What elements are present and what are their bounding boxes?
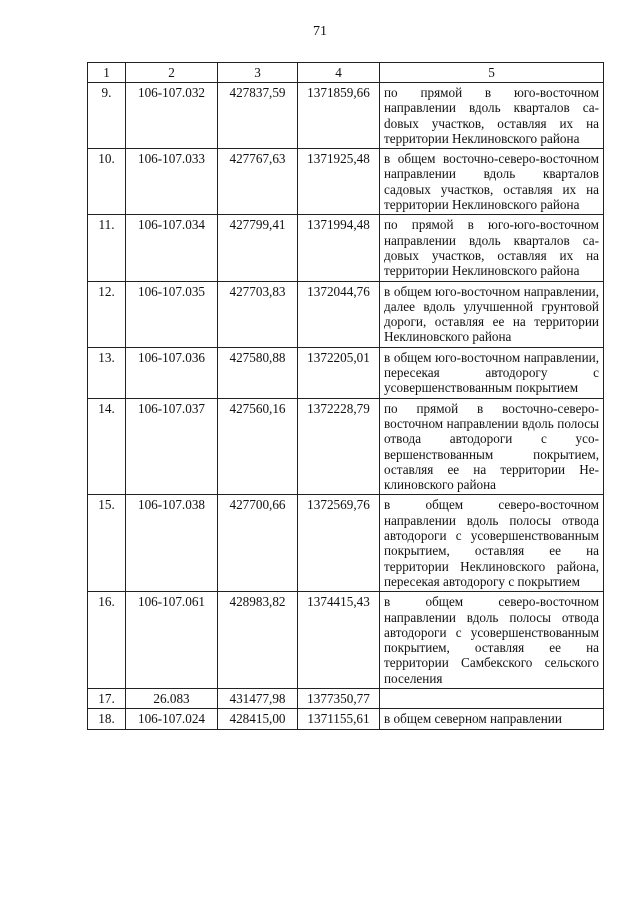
coordinate-x: 428983,82 [218, 592, 298, 689]
boundary-description: в общем юго-восточном направлении, далее вдоль улучшенной грунтовой дороги, оставляя ее на территории Неклиновского района [380, 281, 604, 347]
column-header: 1 [88, 63, 126, 83]
coordinate-x: 427703,83 [218, 281, 298, 347]
boundary-description: по прямой в восточно-северо-восточном направлении вдоль полосы отвода автодороги с усовершенствованным покрытием, оставляя ее на территории Неклиновского района [380, 398, 604, 495]
point-code: 106-107.035 [126, 281, 218, 347]
table-row [88, 215, 604, 281]
table-row [88, 149, 604, 215]
row-number: 11. [88, 215, 126, 281]
coordinate-x: 431477,98 [218, 688, 298, 708]
coordinate-x: 427837,59 [218, 83, 298, 149]
column-header: 3 [218, 63, 298, 83]
coordinate-x: 427799,41 [218, 215, 298, 281]
boundary-description: в общем северо-восточном направлении вдоль полосы отвода автодороги с усовершенствованным покрытием, оставляя ее на территории Неклиновского района, пересекая автодорогу с покрытием [380, 495, 604, 592]
boundary-points-table [87, 62, 604, 730]
point-code: 106-107.061 [126, 592, 218, 689]
table-row [88, 709, 604, 729]
row-number: 12. [88, 281, 126, 347]
point-code: 26.083 [126, 688, 218, 708]
table-row [88, 281, 604, 347]
table-row [88, 495, 604, 592]
column-header: 2 [126, 63, 218, 83]
point-code: 106-107.033 [126, 149, 218, 215]
point-code: 106-107.036 [126, 347, 218, 398]
row-number: 14. [88, 398, 126, 495]
table-row [88, 398, 604, 495]
row-number: 17. [88, 688, 126, 708]
table-row [88, 688, 604, 708]
point-code: 106-107.034 [126, 215, 218, 281]
boundary-description: в общем восточно-северо-восточном направлении вдоль кварталов садовых участков, оставляя их на территории Неклиновского района [380, 149, 604, 215]
coordinate-y: 1371859,66 [298, 83, 380, 149]
boundary-description: в общем северо-восточном направлении вдоль полосы отвода автодороги с усовершенствованным покрытием, оставляя ее на территории Самбекского сельского поселения [380, 592, 604, 689]
coordinate-y: 1371925,48 [298, 149, 380, 215]
coordinate-x: 427580,88 [218, 347, 298, 398]
point-code: 106-107.037 [126, 398, 218, 495]
column-header: 5 [380, 63, 604, 83]
coordinate-x: 428415,00 [218, 709, 298, 729]
row-number: 13. [88, 347, 126, 398]
boundary-description: в общем юго-восточном направлении, пересекая автодорогу с усовершенствованным покрытием [380, 347, 604, 398]
row-number: 9. [88, 83, 126, 149]
boundary-description [380, 688, 604, 708]
table-row [88, 347, 604, 398]
coordinate-y: 1372044,76 [298, 281, 380, 347]
boundary-description: по прямой в юго-юго-восточном направлении вдоль кварталов садовых участков, оставляя их на территории Неклиновского района [380, 215, 604, 281]
boundary-description: в общем северном направлении [380, 709, 604, 729]
coordinate-y: 1371994,48 [298, 215, 380, 281]
point-code: 106-107.032 [126, 83, 218, 149]
column-header: 4 [298, 63, 380, 83]
coordinate-y: 1372569,76 [298, 495, 380, 592]
row-number: 15. [88, 495, 126, 592]
table-header-row [88, 63, 604, 83]
table-row [88, 592, 604, 689]
coordinate-x: 427700,66 [218, 495, 298, 592]
row-number: 16. [88, 592, 126, 689]
coordinate-y: 1372205,01 [298, 347, 380, 398]
coordinate-y: 1377350,77 [298, 688, 380, 708]
row-number: 10. [88, 149, 126, 215]
coordinate-y: 1372228,79 [298, 398, 380, 495]
coordinate-x: 427767,63 [218, 149, 298, 215]
coordinate-y: 1374415,43 [298, 592, 380, 689]
point-code: 106-107.038 [126, 495, 218, 592]
coordinate-y: 1371155,61 [298, 709, 380, 729]
page-number: 71 [313, 24, 327, 39]
coordinate-x: 427560,16 [218, 398, 298, 495]
point-code: 106-107.024 [126, 709, 218, 729]
row-number: 18. [88, 709, 126, 729]
table-row [88, 83, 604, 149]
boundary-description: по прямой в юго-восточном направлении вдоль кварталов саdовых участков, оставляя их на территории Неклиновского района [380, 83, 604, 149]
